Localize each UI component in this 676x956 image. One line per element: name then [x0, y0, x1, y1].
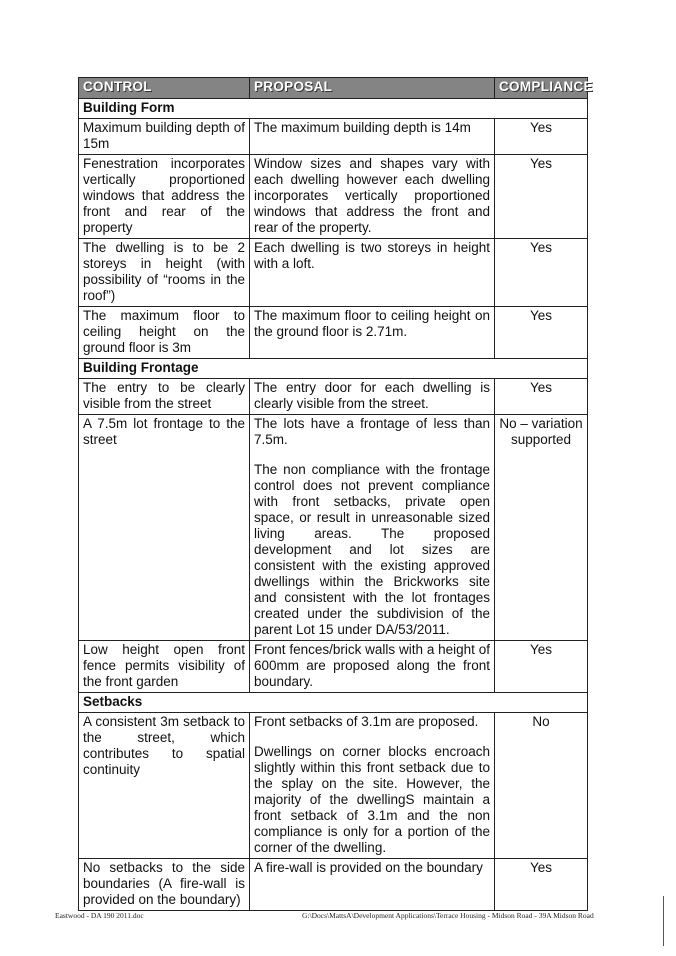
header-proposal: PROPOSAL — [250, 78, 495, 99]
scan-edge-line — [663, 896, 664, 946]
proposal-cell — [250, 119, 495, 155]
proposal-cell — [250, 155, 495, 239]
table-body — [79, 99, 588, 911]
compliance-cell: No – variation supported — [495, 415, 588, 641]
control-cell: A consistent 3m setback to the street, which contributes to spatial continuity — [79, 713, 250, 859]
section-title: Building Form — [79, 99, 588, 119]
table-row — [79, 119, 588, 155]
paragraph-gap — [254, 730, 490, 744]
control-cell: No setbacks to the side boundaries (A fire-wall is provided on the boundary) — [79, 859, 250, 911]
section-title: Building Frontage — [79, 359, 588, 379]
table-row — [79, 379, 588, 415]
control-cell: The maximum floor to ceiling height on the ground floor is 3m — [79, 307, 250, 359]
compliance-cell: Yes — [495, 641, 588, 693]
table-header-row — [79, 78, 588, 99]
proposal-cell — [250, 713, 495, 859]
proposal-paragraph: Each dwelling is two storeys in height with a loft. — [254, 240, 490, 271]
table-row — [79, 713, 588, 859]
proposal-cell — [250, 641, 495, 693]
proposal-paragraph: The lots have a frontage of less than 7.5m. — [254, 416, 490, 447]
proposal-paragraph: Dwellings on corner blocks encroach slightly within this front setback due to the splay on the site. However, the majority of the dwellingS maintain a front setback of 3.1m and the non compliance is only for a portion of the corner of the dwelling. — [254, 744, 490, 855]
compliance-cell: Yes — [495, 307, 588, 359]
proposal-paragraph: The maximum floor to ceiling height on the ground floor is 2.71m. — [254, 308, 490, 339]
proposal-cell — [250, 859, 495, 911]
control-cell: Fenestration incorporates vertically proportioned windows that address the front and rear of the property — [79, 155, 250, 239]
table-row — [79, 859, 588, 911]
control-cell: The entry to be clearly visible from the street — [79, 379, 250, 415]
compliance-table — [78, 77, 593, 911]
table-row — [79, 155, 588, 239]
proposal-paragraph: The maximum building depth is 14m — [254, 120, 471, 135]
footer-filename: Eastwood - DA 190 2011.doc — [55, 911, 144, 920]
proposal-paragraph: Window sizes and shapes vary with each dwelling however each dwelling incorporates vertically proportioned windows that address the front and rear of the property. — [254, 156, 490, 235]
table-row — [79, 415, 588, 641]
proposal-paragraph: Front setbacks of 3.1m are proposed. — [254, 714, 479, 729]
header-control: CONTROL — [79, 78, 250, 99]
compliance-cell: Yes — [495, 379, 588, 415]
compliance-cell: No — [495, 713, 588, 859]
section-row — [79, 99, 588, 119]
proposal-cell — [250, 415, 495, 641]
section-row — [79, 693, 588, 713]
header-compliance: COMPLIANCE — [495, 78, 588, 99]
proposal-paragraph: The entry door for each dwelling is clearly visible from the street. — [254, 380, 490, 411]
paragraph-gap — [254, 448, 490, 462]
proposal-paragraph: A fire-wall is provided on the boundary — [254, 860, 483, 875]
control-cell: A 7.5m lot frontage to the street — [79, 415, 250, 641]
table-row — [79, 307, 588, 359]
proposal-paragraph: The non compliance with the frontage control does not prevent compliance with front setbacks, private open space, or result in unreasonable sized living areas. The proposed development and lot sizes are consistent with the existing approved dwellings within the Brickworks site and consistent with the lot frontages created under the subdivision of the parent Lot 15 under DA/53/2011. — [254, 462, 490, 637]
control-cell: Low height open front fence permits visibility of the front garden — [79, 641, 250, 693]
compliance-cell: Yes — [495, 239, 588, 307]
proposal-cell — [250, 307, 495, 359]
control-cell: The dwelling is to be 2 storeys in height (with possibility of “rooms in the roof”) — [79, 239, 250, 307]
table-row — [79, 239, 588, 307]
footer-path: G:\Docs\MattsA\Development Applications\Terrace Housing - Midson Road - 39A Midson Road — [302, 911, 594, 920]
compliance-cell: Yes — [495, 859, 588, 911]
table-row — [79, 641, 588, 693]
proposal-cell — [250, 239, 495, 307]
proposal-cell — [250, 379, 495, 415]
proposal-paragraph: Front fences/brick walls with a height of 600mm are proposed along the front boundary. — [254, 642, 490, 689]
compliance-cell: Yes — [495, 119, 588, 155]
section-title: Setbacks — [79, 693, 588, 713]
control-cell: Maximum building depth of 15m — [79, 119, 250, 155]
section-row — [79, 359, 588, 379]
compliance-cell: Yes — [495, 155, 588, 239]
